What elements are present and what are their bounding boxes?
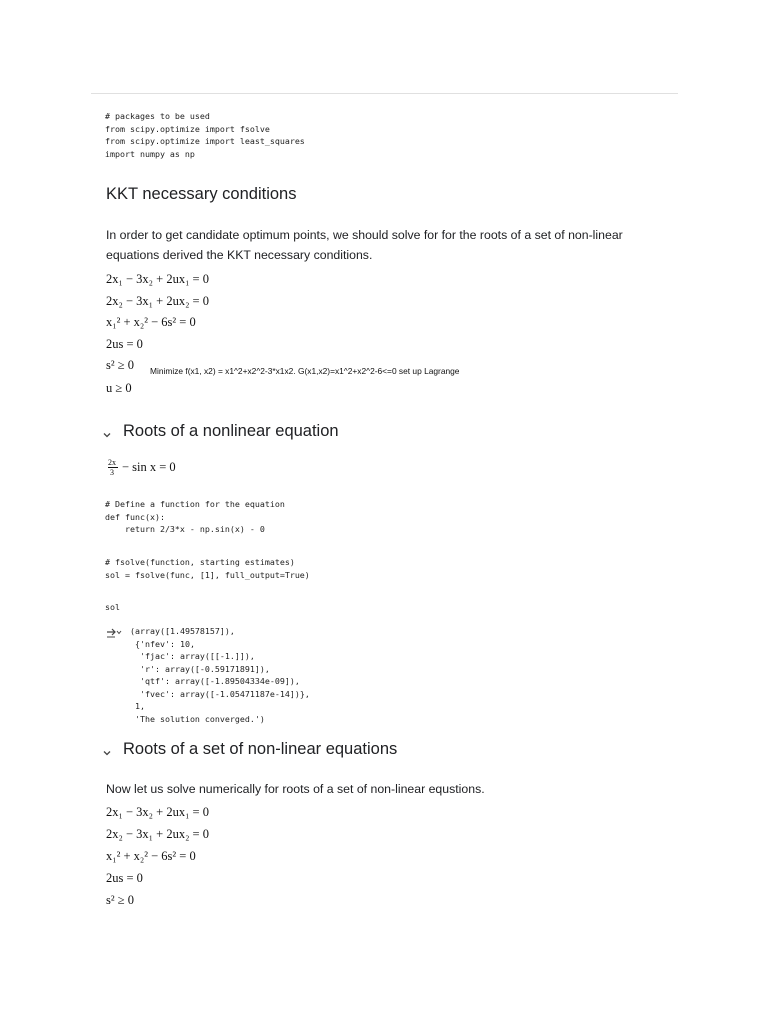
set-heading[interactable]: Roots of a set of non-linear equations (123, 740, 398, 758)
output-toggle-icon[interactable] (106, 625, 122, 637)
kkt-equation: u ≥ 0 (106, 381, 132, 395)
fsolve-code-cell[interactable] (105, 556, 310, 581)
code-line: sol = fsolve(func, [1], full_output=True) (105, 569, 310, 580)
output-line: {'nfev': 10, (130, 638, 195, 649)
sol-code-cell[interactable]: sol (105, 602, 120, 612)
kkt-equation: 2us = 0 (106, 337, 143, 351)
nonlinear-heading[interactable]: Roots of a nonlinear equation (123, 422, 339, 440)
kkt-equation: 2x₂ − 3x₁ + 2ux₂ = 0 (106, 294, 209, 308)
set-equation: s² ≥ 0 (106, 893, 134, 907)
code-line: # Define a function for the equation (105, 499, 285, 509)
chevron-down-icon[interactable] (102, 427, 112, 437)
imports-code-cell[interactable] (105, 110, 305, 160)
code-line: import numpy as np (105, 148, 195, 159)
code-line: def func(x): (105, 511, 165, 522)
kkt-equation: 2x₁ − 3x₂ + 2ux₁ = 0 (106, 272, 209, 286)
set-equation: 2x₁ − 3x₂ + 2ux₁ = 0 (106, 805, 209, 819)
set-equation: 2x₂ − 3x₁ + 2ux₂ = 0 (106, 827, 209, 841)
kkt-paragraph: In order to get candidate optimum points, we should solve for for the roots of a set of non-linear equations derived the KKT necessary conditions. (106, 228, 623, 262)
code-line: from scipy.optimize import least_squares (105, 136, 305, 146)
set-equation: 2us = 0 (106, 871, 143, 885)
output-line: 'qtf': array([-1.89504334e-09]), (130, 676, 300, 686)
code-line: from scipy.optimize import fsolve (105, 123, 270, 134)
equation-text: − sin x = 0 (122, 460, 176, 474)
top-divider (91, 93, 678, 94)
sol-output (130, 625, 310, 725)
fraction-numerator: 2x (108, 458, 116, 467)
set-paragraph: Now let us solve numerically for roots of a set of non-linear equstions. (106, 782, 485, 796)
kkt-equation: s² ≥ 0 (106, 358, 134, 372)
set-equation: x₁² + x₂² − 6s² = 0 (106, 849, 196, 863)
code-line: return 2/3*x - np.sin(x) - 0 (105, 524, 265, 534)
output-line: 'fjac': array([[-1.]]), (130, 651, 255, 661)
code-line: # fsolve(function, starting estimates) (105, 557, 295, 567)
chevron-down-icon[interactable] (102, 745, 112, 755)
output-line: 1, (130, 701, 145, 711)
output-line: (array([1.49578157]), (130, 626, 235, 636)
output-line: 'r': array([-0.59171891]), (130, 663, 270, 674)
kkt-equation: x₁² + x₂² − 6s² = 0 (106, 315, 196, 329)
handwritten-note: Minimize f(x1, x2) = x1^2+x2^2-3*x1x2. G(x1,x2)=x1^2+x2^2-6<=0 set up Lagrange (150, 366, 460, 376)
fraction-denominator: 3 (110, 468, 114, 477)
kkt-heading: KKT necessary conditions (106, 185, 297, 203)
code-line: # packages to be used (105, 111, 210, 121)
output-line: 'The solution converged.') (130, 713, 265, 724)
output-line: 'fvec': array([-1.05471187e-14])}, (130, 688, 310, 699)
func-code-cell[interactable] (105, 498, 285, 536)
nonlinear-equation (106, 458, 226, 480)
